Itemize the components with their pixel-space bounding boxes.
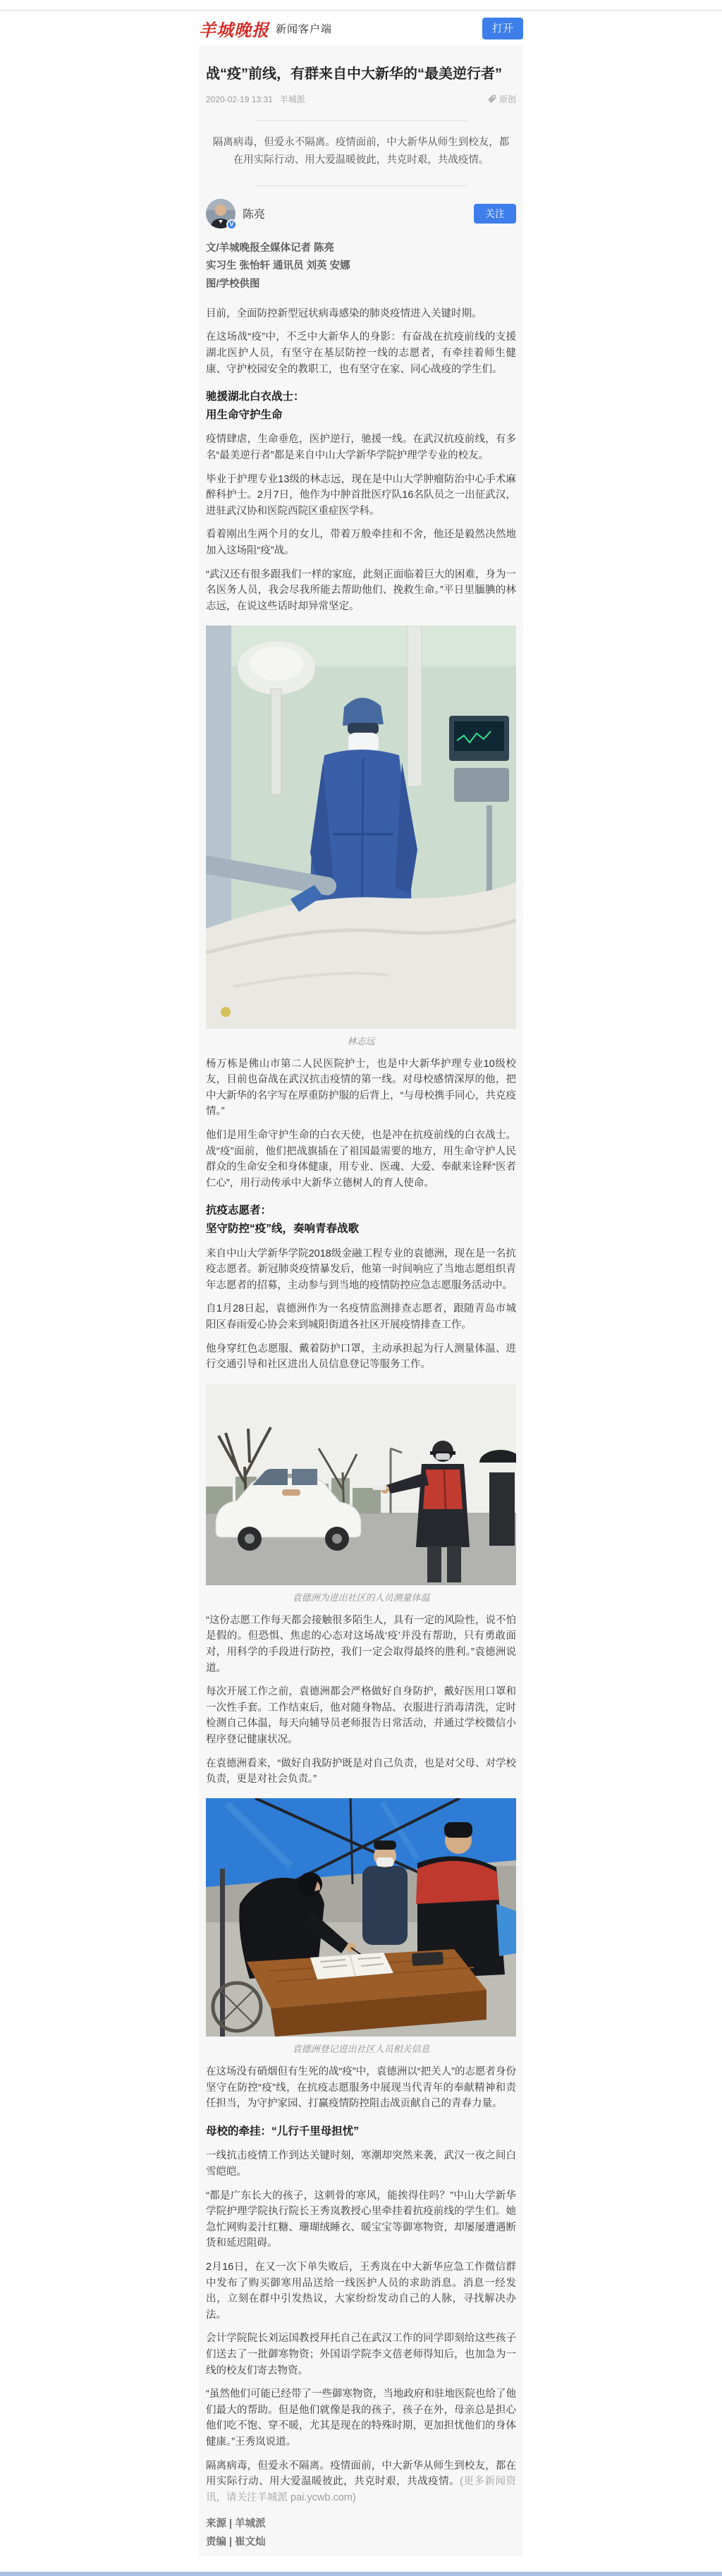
original-tag	[487, 93, 516, 105]
app-client-label: 新闻客户端	[276, 23, 333, 35]
photo-caption: 袁德洲登记进出社区人员相关信息	[292, 2043, 430, 2054]
paragraph: “都是广东长大的孩子，这刺骨的寒风，能挨得住吗？”中山大学新华学院护理学院执行院长王秀岚教授心里牵挂着抗疫前线的学生们。她急忙网购姜汁红糖、珊瑚绒睡衣、暖宝宝等御寒物资，却屡屡遭遇断货和延迟阻碍。	[206, 2190, 516, 2250]
paragraph: 一线抗击疫情工作到达关键时刻，寒潮却突然来袭，武汉一夜之间白雪皑皑。	[206, 2150, 516, 2178]
paragraph: 自1月28日起，袁德洲作为一名疫情监测排查志愿者，跟随青岛市城阳区春雨爱心协会来到城阳街道各社区开展疫情排查工作。	[206, 1303, 516, 1331]
byline	[206, 240, 516, 293]
closing-paragraph	[206, 2458, 516, 2506]
paragraph: 疫情肆虐，生命垂危，医护逆行，驰援一线。在武汉抗疫前线，有多名“最美逆行者”都是来自中山大学新华学院护理学专业的校友。	[206, 434, 516, 462]
author-row	[206, 199, 516, 228]
section-heading-line: 抗疫志愿者：	[206, 1204, 272, 1217]
app-banner	[199, 11, 523, 46]
verified-badge-icon: V	[226, 219, 237, 230]
byline-reporter: 文/羊城晚报全媒体记者 陈亮	[206, 242, 335, 254]
temperature-photo-illustration	[206, 1384, 516, 1585]
section-heading-line: 用生命守护生命	[206, 408, 283, 421]
registration-photo-illustration	[206, 1798, 516, 2037]
article-meta	[206, 93, 516, 105]
paragraph: 他们是用生命守护生命的白衣天使，也是冲在抗疫前线的白衣战士。战“疫”面前，他们把战旗插在了祖国最需要的地方，用生命守护人民群众的生命安全和身体健康，用专业、医魂、大爱、奉献来诠释“医者仁心”，用行动传承中大新华立德树人的育人使命。	[206, 1129, 516, 1189]
publish-source: 羊城派	[279, 94, 305, 104]
section-heading-line: 坚守防控“疫”线，奏响青春战歌	[206, 1222, 360, 1235]
icu-photo-illustration	[206, 625, 516, 1029]
paragraph: “虽然他们可能已经带了一些御寒物资，当地政府和驻地医院也给了他们最大的帮助。但是他们就像是我的孩子，孩子在外，母亲总是担心他们吃不饱、穿不暖，尤其是现在的特殊时期，更加担忧他们的身体健康。”王秀岚说道。	[206, 2388, 516, 2448]
paragraph: 杨万栋是佛山市第二人民医院护士，也是中大新华护理专业10级校友，目前也奋战在武汉抗击疫情的第一线。对母校感情深厚的他，把中大新华的名字写在厚重防护服的后背上，“与母校携手同心，共克疫情。”	[206, 1058, 516, 1118]
closing-text: 隔离病毒，但爱永不隔离。疫情面前，中大新华从师生到校友，都在用实际行动、用大爱温暖彼此，共克时艰，共战疫情。	[206, 2460, 516, 2488]
paragraph: 看着刚出生两个月的女儿，带着万般牵挂和不舍，他还是毅然决然地加入这场阻“疫”战。	[206, 529, 516, 557]
bottom-blue-bar	[0, 2572, 722, 2576]
byline-intern: 实习生 张怡轩 通讯员 刘英 安娜	[206, 260, 350, 272]
author-avatar[interactable]	[206, 199, 235, 228]
article-column	[199, 46, 523, 2570]
section-heading-medics	[206, 388, 516, 424]
paragraph: 每次开展工作之前，袁德洲都会严格做好自身防护，戴好医用口罩和一次性手套。工作结束后，他对随身物品、衣服进行消毒清洗，定时检测自己体温，每天向辅导员老师报告日常活动，并通过学校微信小程序登记健康状况。	[206, 1686, 516, 1746]
paragraph: 2月16日，在又一次下单失败后，王秀岚在中大新华应急工作微信群中发布了购买御寒用品送给一线医护人员的求助消息。消息一经发出，立刻在群中引发热议，大家纷纷发动自己的人脉，寻找解决办法。	[206, 2261, 516, 2321]
open-in-app-button[interactable]: 打开	[482, 18, 523, 39]
paragraph: 在袁德洲看来，“做好自我防护既是对自己负责，也是对父母、对学校负责，更是对社会负责。”	[206, 1757, 516, 1786]
publish-date: 2020-02-19 13:31	[206, 94, 273, 104]
byline-photo-credit: 图/学校供图	[206, 278, 260, 290]
top-divider	[0, 0, 722, 11]
photo-figure-registration	[206, 1798, 516, 2055]
article-summary: 隔离病毒，但爱永不隔离。疫情面前，中大新华从师生到校友，都在用实际行动、用大爱温暖彼此，共克时艰，共战疫情。	[212, 137, 510, 166]
article-footer	[206, 2515, 516, 2551]
section-heading-alma-mater: 母校的牵挂：“儿行千里母担忧”	[206, 2125, 360, 2137]
tag-icon	[487, 94, 496, 104]
paragraph: 来自中山大学新华学院2018级金融工程专业的袁德洲，现在是一名抗疫志愿者。新冠肺炎疫情暴发后，他第一时间响应了当地志愿组织青年志愿者的招募，主动参与到当地的疫情防控应急志愿服务活动中。	[206, 1247, 516, 1291]
bottom-white-strip	[0, 2556, 722, 2572]
photo-icu-nurse[interactable]	[206, 625, 516, 1029]
paragraph: 在这场战“疫”中，不乏中大新华人的身影：有奋战在抗疫前线的支援湖北医护人员，有坚守在基层防控一线的志愿者，有牵挂着师生健康、守护校园安全的教职工，也有坚守在家、同心战疫的学生们。	[206, 331, 516, 375]
paragraph: 他身穿红色志愿服、戴着防护口罩，主动承担起为行人测量体温、进行交通引导和社区进出人员信息登记等服务工作。	[206, 1343, 516, 1371]
article-title: 战“疫”前线，有群来自中大新华的“最美逆行者”	[206, 66, 502, 82]
summary-divider-bottom	[255, 185, 467, 186]
yangcheng-evening-news-logo: 羊城晚报	[199, 19, 269, 40]
editor-line: 责编 | 崔文灿	[206, 2536, 266, 2548]
photo-figure-temperature	[206, 1384, 516, 1604]
section-heading-volunteers	[206, 1202, 516, 1238]
photo-temperature-check[interactable]	[206, 1384, 516, 1585]
photo-caption: 袁德洲为进出社区的人员测量体温	[292, 1592, 430, 1603]
paragraph: 目前，全面防控新型冠状病毒感染的肺炎疫情进入关键时期。	[206, 307, 482, 319]
paragraph: “这份志愿工作每天都会接触很多陌生人，具有一定的风险性，说不怕是假的。但恐惧、焦虑的心态对这场战‘疫’并没有帮助，只有勇敢面对，用科学的手段进行防控，我们一定会取得最终的胜利。”袁德洲说道。	[206, 1614, 516, 1674]
paragraph: 会计学院院长刘运国教授拜托自己在武汉工作的同学即刻给这些孩子们送去了一批御寒物资；外国语学院李文蓓老师得知后，也加急为一线的校友们寄去物资。	[206, 2333, 516, 2376]
photo-figure-icu	[206, 625, 516, 1047]
paragraph: “武汉还有很多跟我们一样的家庭，此刻正面临着巨大的困难，身为一名医务人员，我会尽我所能去帮助他们、挽救生命。”平日里腼腆的林志远，在说这些话时却异常坚定。	[206, 568, 516, 612]
photo-registration-desk[interactable]	[206, 1798, 516, 2037]
source-line: 来源 | 羊城派	[206, 2518, 266, 2530]
original-tag-label: 原创	[498, 94, 516, 104]
section-heading-line: 驰援湖北白衣战士：	[206, 391, 305, 403]
paragraph: 毕业于护理专业13级的林志远，现在是中山大学肿瘤防治中心手术麻醉科护士。2月7日，他作为中肿首批医疗队16名队员之一出征武汉，进驻武汉协和医院西院区重症医学科。	[206, 473, 516, 517]
more-news-note: (更多新闻资讯，请关注羊城派 pai.ycwb.com)	[206, 2476, 516, 2503]
photo-caption: 林志远	[347, 1035, 375, 1046]
paragraph: 在这场没有硝烟但有生死的战“疫”中，袁德洲以“把关人”的志愿者身份坚守在防控“疫”线，在抗疫志愿服务中展现当代青年的奉献精神和责任担当，为守护家园、打赢疫情防控阻击战贡献自己的青春力量。	[206, 2065, 516, 2110]
follow-button[interactable]: 关注	[474, 204, 516, 224]
author-name: 陈亮	[243, 209, 266, 221]
